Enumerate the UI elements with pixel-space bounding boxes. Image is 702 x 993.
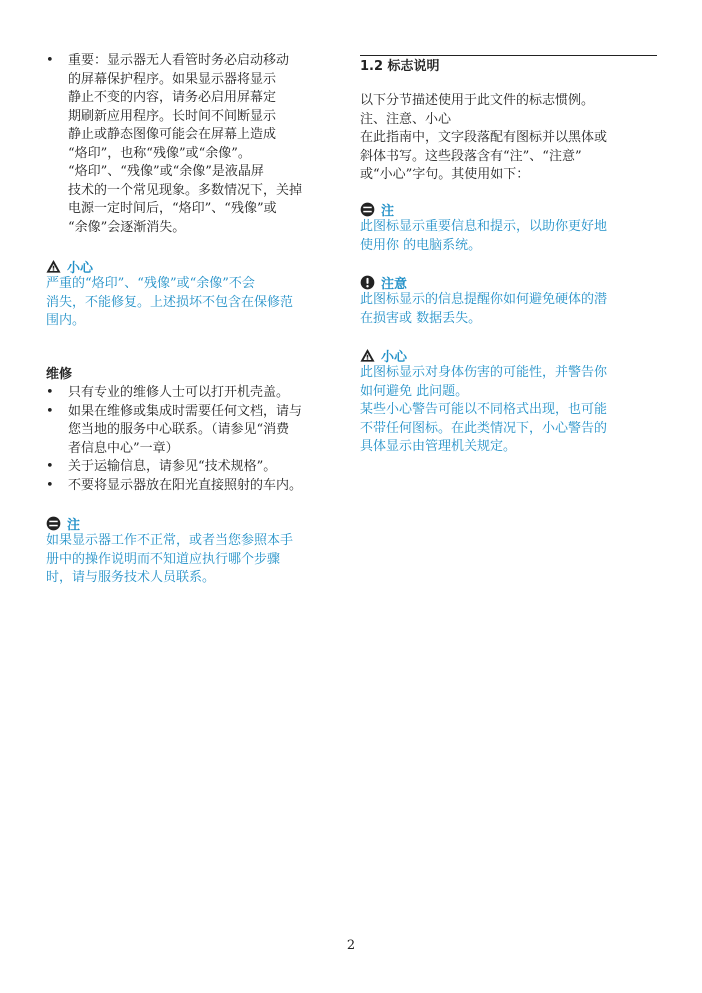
text-line: “烙印”、“残像”或“余像”是液晶屏 bbox=[68, 164, 264, 179]
caution-heading bbox=[360, 346, 658, 364]
maintenance-section bbox=[46, 366, 344, 495]
text-line: 只有专业的维修人士可以打开机壳盖。 bbox=[68, 385, 290, 400]
text-line: “余像”会逐渐消失。 bbox=[68, 219, 186, 235]
text-line: 具体显示由管理机关规定。 bbox=[360, 439, 517, 454]
caution-icon bbox=[46, 259, 61, 274]
bullet-marker: • bbox=[46, 459, 54, 474]
text-line: 技术的一个常见现象。多数情况下，关掉 bbox=[68, 182, 303, 198]
bullet-marker: • bbox=[46, 385, 54, 400]
note-heading bbox=[360, 200, 658, 218]
maintenance-title: 维修 bbox=[46, 367, 73, 382]
text-line: 此图标显示对身体伤害的可能性，并警告你 bbox=[360, 365, 608, 380]
attention-heading bbox=[360, 273, 658, 291]
section-heading bbox=[360, 58, 658, 76]
text-line: 期刷新应用程序。长时间不间断显示 bbox=[68, 108, 277, 124]
text-line: 以下分节描述使用于此文件的标志惯例。 bbox=[360, 93, 595, 108]
text-line: 严重的“烙印”、“残像”或“余像”不会 bbox=[46, 276, 255, 291]
caution-title: 小心 bbox=[381, 349, 408, 365]
text-line: 静止不变的内容，请务必启用屏幕定 bbox=[68, 90, 277, 105]
text-line: 您当地的服务中心联系。（请参见“消费 bbox=[68, 422, 290, 437]
caution-icon bbox=[360, 348, 375, 363]
text-line: “烙印”，也称“残像”或“余像”。 bbox=[68, 145, 251, 161]
text-line: 如果在维修或集成时需要任何文档，请与 bbox=[68, 403, 303, 419]
text-line: 在损害或 数据丢失。 bbox=[360, 310, 482, 326]
section-title: 1.2 标志说明 bbox=[360, 59, 440, 74]
note-block-right bbox=[360, 200, 658, 255]
bullet-marker: • bbox=[46, 53, 54, 68]
text-line: 此图标显示重要信息和提示，以助你更好地 bbox=[360, 219, 608, 234]
text-line: 不带任何图标。在此类情况下，小心警告的 bbox=[360, 420, 608, 436]
text-line: 注、注意、小心 bbox=[360, 111, 452, 127]
list-item bbox=[46, 403, 344, 459]
caution-title: 小心 bbox=[67, 260, 94, 276]
left-column bbox=[46, 0, 344, 585]
section-rule bbox=[360, 55, 657, 56]
caution-text bbox=[46, 275, 344, 331]
caution-block-right bbox=[360, 346, 658, 457]
note-icon bbox=[360, 202, 375, 217]
text-line: 使用你 的电脑系统。 bbox=[360, 237, 482, 253]
text-line: 斜体书写。这些段落含有“注”、“注意” bbox=[360, 148, 582, 164]
caution-block-left bbox=[46, 257, 344, 331]
text-line: 消失，不能修复。上述损坏不包含在保修范 bbox=[46, 294, 294, 310]
note-text bbox=[46, 532, 344, 588]
text-line: 关于运输信息，请参见“技术规格”。 bbox=[68, 459, 277, 474]
intro-text bbox=[360, 92, 658, 185]
text-line: 时，请与服务技术人员联系。 bbox=[46, 570, 216, 585]
text-line: 或“小心”字句。其使用如下： bbox=[360, 167, 530, 182]
text-line: 重要：显示器无人看管时务必启动移动 bbox=[68, 53, 290, 68]
text-line: 不要将显示器放在阳光直接照射的车内。 bbox=[68, 477, 303, 493]
text-line: 在此指南中，文字段落配有图标并以黑体或 bbox=[360, 130, 608, 145]
bullet-marker: • bbox=[46, 477, 54, 493]
note-block-left bbox=[46, 514, 344, 588]
bullet-marker: • bbox=[46, 403, 54, 419]
text-line: 的屏幕保护程序。如果显示器将显示 bbox=[68, 71, 277, 87]
text-line: 某些小心警告可能以不同格式出现，也可能 bbox=[360, 402, 608, 417]
note-icon bbox=[46, 516, 61, 531]
note-text bbox=[360, 218, 658, 255]
note-heading bbox=[46, 514, 344, 532]
text-line: 围内。 bbox=[46, 313, 86, 328]
caution-heading bbox=[46, 257, 344, 275]
text-line: 电源一定时间后，“烙印”、“残像”或 bbox=[68, 201, 277, 216]
attention-title: 注意 bbox=[381, 276, 408, 292]
text-line: 如果显示器工作不正常，或者当您参照本手 bbox=[46, 533, 294, 548]
caution-text bbox=[360, 364, 658, 457]
text-line: 者信息中心”一章） bbox=[68, 440, 179, 456]
page-number: 2 bbox=[346, 938, 356, 953]
exclamation-icon bbox=[360, 275, 375, 290]
attention-block bbox=[360, 273, 658, 328]
text-line: 如何避免 此问题。 bbox=[360, 383, 469, 399]
important-text bbox=[46, 52, 344, 237]
list-item bbox=[46, 384, 344, 403]
note-title: 注 bbox=[381, 203, 395, 219]
text-line: 静止或静态图像可能会在屏幕上造成 bbox=[68, 127, 277, 142]
text-line: 册中的操作说明而不知道应执行哪个步骤 bbox=[46, 551, 281, 567]
list-item bbox=[46, 477, 344, 496]
important-bullet bbox=[46, 52, 344, 237]
list-item bbox=[46, 458, 344, 477]
note-title: 注 bbox=[67, 517, 81, 533]
text-line: 此图标显示的信息提醒你如何避免硬体的潜 bbox=[360, 292, 608, 307]
attention-text bbox=[360, 291, 658, 328]
